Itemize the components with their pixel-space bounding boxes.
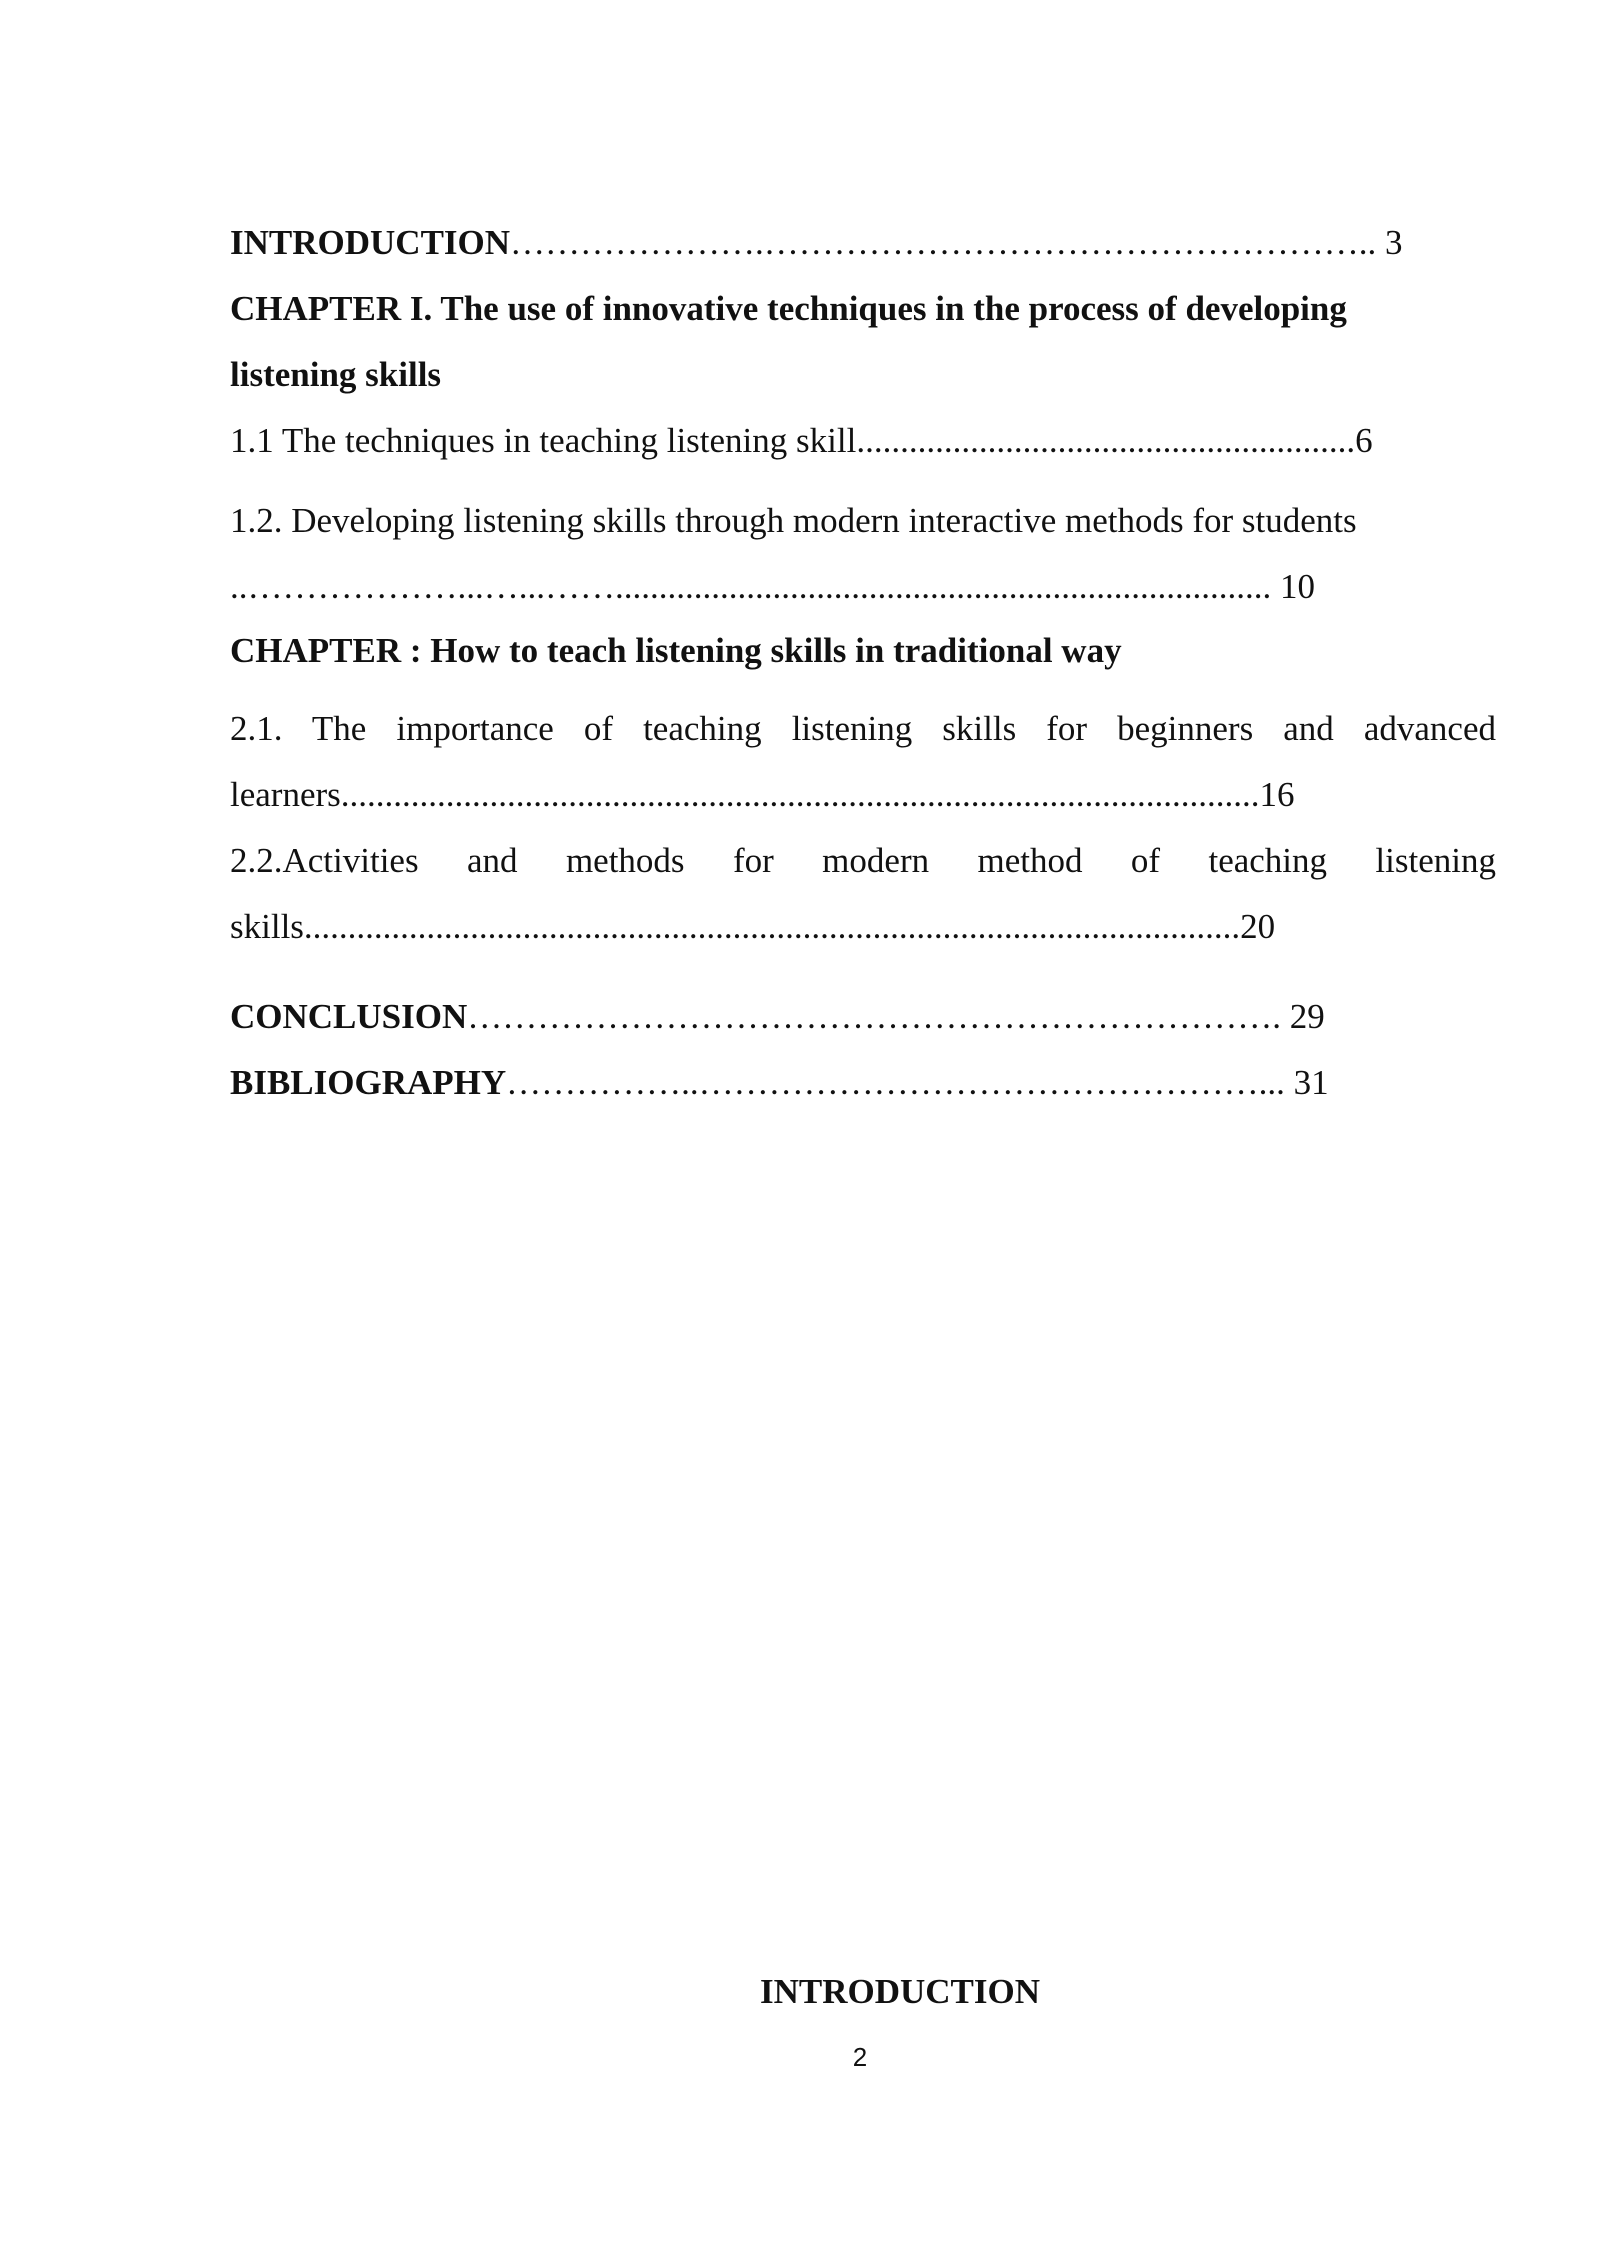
- toc-entry-2-1-line1[interactable]: 2.1. The importance of teaching listening skills for beginners and advanced: [230, 709, 1496, 748]
- toc-entry-conclusion[interactable]: [230, 984, 1496, 1050]
- toc-entry-bibliography[interactable]: [230, 1050, 1496, 1116]
- toc-bibliography-title: BIBLIOGRAPHY: [230, 1063, 507, 1102]
- toc-conclusion-title: CONCLUSION: [230, 997, 468, 1036]
- toc-chapter1-title-line1[interactable]: CHAPTER I. The use of innovative techniques in the process of developing: [230, 289, 1347, 328]
- section-heading-introduction: INTRODUCTION: [759, 1972, 1041, 2011]
- toc-bibliography-leader: ……………..…………………………………………... 31: [506, 1063, 1329, 1102]
- toc-entry-1-2-line1[interactable]: 1.2. Developing listening skills through modern interactive methods for students: [230, 501, 1357, 540]
- page-number: 2: [852, 2042, 868, 2072]
- toc-entry-1-2-line2[interactable]: ..………………...…...……........................................................................... 10: [230, 567, 1315, 606]
- table-of-contents: [230, 210, 1496, 1116]
- toc-entry-2-2-line2[interactable]: skills...........................................................................................................20: [230, 907, 1276, 946]
- toc-entry-2-1-line2[interactable]: learners.........................................................................................................16: [230, 775, 1295, 814]
- toc-entry-1-1[interactable]: 1.1 The techniques in teaching listening skill.........................................................6: [230, 421, 1373, 460]
- toc-entry-introduction[interactable]: [230, 210, 1496, 276]
- toc-entry-2-2-line1[interactable]: 2.2.Activities and methods for modern method of teaching listening: [230, 841, 1496, 880]
- toc-chapter2-title[interactable]: CHAPTER : How to teach listening skills in traditional way: [230, 631, 1122, 670]
- toc-chapter1-title-line2[interactable]: listening skills: [230, 355, 442, 394]
- toc-introduction-title: INTRODUCTION: [230, 223, 511, 262]
- toc-conclusion-leader: ……………………………………………………………. 29: [467, 997, 1325, 1036]
- toc-introduction-leader: ………………….…………………………………………….. 3: [510, 223, 1403, 262]
